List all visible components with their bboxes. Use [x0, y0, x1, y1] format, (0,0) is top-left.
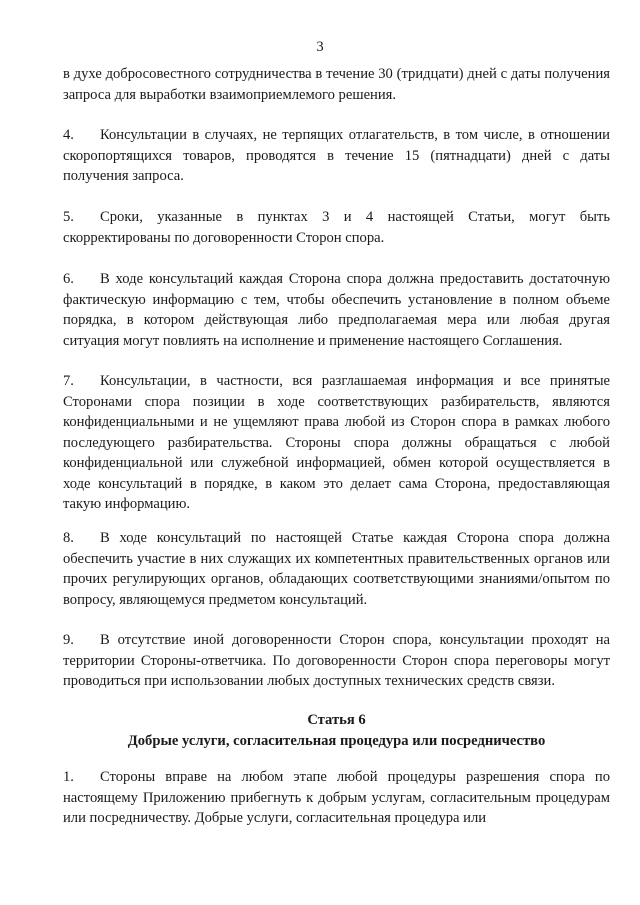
paragraph-4	[63, 125, 610, 187]
paragraph-7	[63, 371, 610, 515]
paragraph-text: Стороны вправе на любом этапе любой процедуры разрешения спора по настоящему Приложению прибегнуть к добрым услугам, согласительным процедурам или посредничеству. Добрые услуги, согласительная процедура или	[63, 769, 610, 826]
paragraph-text: Консультации, в частности, вся разглашаемая информация и все принятые Сторонами спора позиции в ходе соответствующих разбирательств, являются конфиденциальными и не ущемляют права любой из Сторон спора в рамках любого последующего разбирательства. Стороны спора должны обращаться с любой конфиденциальной или служебной информацией, обмен которой осуществляется в ходе консультаций в порядке, в каком это делает сама Сторона, предоставляющая такую информацию.	[63, 373, 610, 512]
paragraph-text: Консультации в случаях, не терпящих отлагательств, в том числе, в отношении скоропортящихся товаров, проводятся в течение 15 (пятнадцати) дней с даты получения запроса.	[63, 127, 610, 184]
paragraph-text: В отсутствие иной договоренности Сторон спора, консультации проходят на территории Стороны-ответчика. По договоренности Сторон спора переговоры могут проводиться при использовании любых доступных технических средств связи.	[63, 632, 610, 689]
paragraph-text: В ходе консультаций каждая Сторона спора должна предоставить достаточную фактическую информацию с тем, чтобы обеспечить установление в полном объеме порядка, в котором действующая либо предполагаемая мера или любая другая ситуация могут повлиять на исполнение и применение настоящего Соглашения.	[63, 271, 610, 349]
paragraph-6	[63, 269, 610, 351]
paragraph-number: 6.	[63, 271, 74, 287]
paragraph-text: в духе добросовестного сотрудничества в течение 30 (тридцати) дней с даты получения запроса для выработки взаимоприемлемого решения.	[63, 66, 610, 103]
paragraph-number: 5.	[63, 209, 74, 225]
paragraph-number: 8.	[63, 530, 74, 546]
paragraph-5	[63, 207, 610, 248]
paragraph-continuation	[63, 64, 610, 105]
paragraph-number: 4.	[63, 127, 74, 143]
paragraph-number: 1.	[63, 769, 74, 785]
page-number: 3	[316, 39, 324, 55]
paragraph-text: Сроки, указанные в пунктах 3 и 4 настоящей Статьи, могут быть скорректированы по договоренности Сторон спора.	[63, 209, 610, 246]
paragraph-text: В ходе консультаций по настоящей Статье каждая Сторона спора должна обеспечить участие в них служащих их компетентных правительственных органов или прочих регулирующих органов, обладающих соответствующими знаниями/опытом по вопросу, являющемуся предметом консультаций.	[63, 530, 610, 608]
article-title: Статья 6	[307, 712, 366, 728]
article-subtitle: Добрые услуги, согласительная процедура или посредничество	[127, 733, 546, 749]
article-paragraph-1	[63, 767, 610, 829]
paragraph-9	[63, 630, 610, 692]
paragraph-number: 7.	[63, 373, 74, 389]
paragraph-number: 9.	[63, 632, 74, 648]
paragraph-8	[63, 528, 610, 610]
